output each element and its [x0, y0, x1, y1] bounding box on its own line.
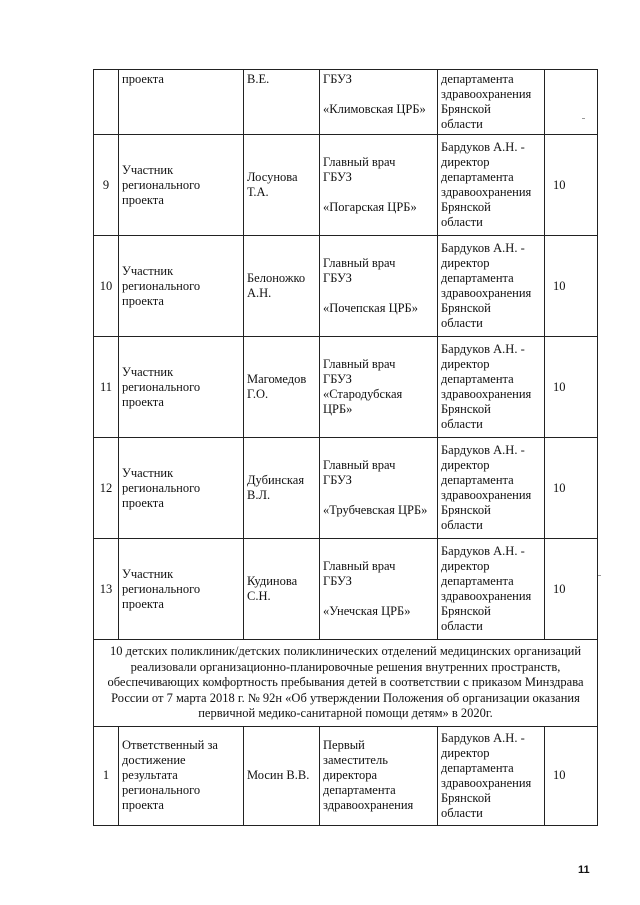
score-cell: 10	[545, 726, 598, 825]
table-row	[94, 236, 598, 337]
page-number: 11	[578, 864, 590, 876]
row-number: 9	[94, 135, 119, 236]
row-number: 1	[94, 726, 119, 825]
position-cell: Главный врач ГБУЗ «Унечская ЦРБ»	[320, 539, 438, 640]
table-row	[94, 726, 598, 825]
role-cell: Ответственный за достижение результата регионального проекта	[119, 726, 244, 825]
scan-speck	[582, 118, 585, 119]
score-cell: 10	[545, 539, 598, 640]
role-cell: проекта	[119, 70, 244, 135]
result-note-cell: 10 детских поликлиник/детских поликлинических отделений медицинских организаций реализовали организационно-планировочные решения внутренних пространств, обеспечивающих комфортность пребывания детей в соответствии с приказом Минздрава России от 7 марта 2018 г. № 92н «Об утверждении Положения об организации оказания первичной медико-санитарной помощи детям» в 2020г.	[94, 640, 598, 727]
position-cell: Главный врач ГБУЗ «Погарская ЦРБ»	[320, 135, 438, 236]
supervisor-cell: департамента здравоохранения Брянской области	[438, 70, 545, 135]
name-cell: Магомедов Г.О.	[244, 337, 320, 438]
score-cell	[545, 70, 598, 135]
score-cell: 10	[545, 337, 598, 438]
score-cell: 10	[545, 135, 598, 236]
supervisor-cell: Бардуков А.Н. - директор департамента здравоохранения Брянской области	[438, 236, 545, 337]
participants-table	[93, 69, 598, 826]
role-cell: Участник регионального проекта	[119, 135, 244, 236]
name-cell: Кудинова С.Н.	[244, 539, 320, 640]
table-row	[94, 640, 598, 727]
table-row	[94, 135, 598, 236]
name-cell: Дубинская В.Л.	[244, 438, 320, 539]
table-row	[94, 539, 598, 640]
row-number: 13	[94, 539, 119, 640]
row-number: 10	[94, 236, 119, 337]
role-cell: Участник регионального проекта	[119, 236, 244, 337]
name-cell: Лосунова Т.А.	[244, 135, 320, 236]
table-row	[94, 70, 598, 135]
name-cell: В.Е.	[244, 70, 320, 135]
scan-speck	[598, 575, 601, 576]
position-cell: Первый заместитель директора департамента здравоохранения	[320, 726, 438, 825]
position-cell: ГБУЗ «Климовская ЦРБ»	[320, 70, 438, 135]
supervisor-cell: Бардуков А.Н. - директор департамента здравоохранения Брянской области	[438, 726, 545, 825]
name-cell: Мосин В.В.	[244, 726, 320, 825]
table-row	[94, 438, 598, 539]
row-number: 11	[94, 337, 119, 438]
score-cell: 10	[545, 438, 598, 539]
role-cell: Участник регионального проекта	[119, 539, 244, 640]
table-row	[94, 337, 598, 438]
role-cell: Участник регионального проекта	[119, 438, 244, 539]
name-cell: Белоножко А.Н.	[244, 236, 320, 337]
supervisor-cell: Бардуков А.Н. - директор департамента здравоохранения Брянской области	[438, 135, 545, 236]
row-number	[94, 70, 119, 135]
position-cell: Главный врач ГБУЗ «Трубчевская ЦРБ»	[320, 438, 438, 539]
score-cell: 10	[545, 236, 598, 337]
supervisor-cell: Бардуков А.Н. - директор департамента здравоохранения Брянской области	[438, 539, 545, 640]
role-cell: Участник регионального проекта	[119, 337, 244, 438]
position-cell: Главный врач ГБУЗ «Стародубская ЦРБ»	[320, 337, 438, 438]
supervisor-cell: Бардуков А.Н. - директор департамента здравоохранения Брянской области	[438, 438, 545, 539]
row-number: 12	[94, 438, 119, 539]
position-cell: Главный врач ГБУЗ «Почепская ЦРБ»	[320, 236, 438, 337]
supervisor-cell: Бардуков А.Н. - директор департамента здравоохранения Брянской области	[438, 337, 545, 438]
